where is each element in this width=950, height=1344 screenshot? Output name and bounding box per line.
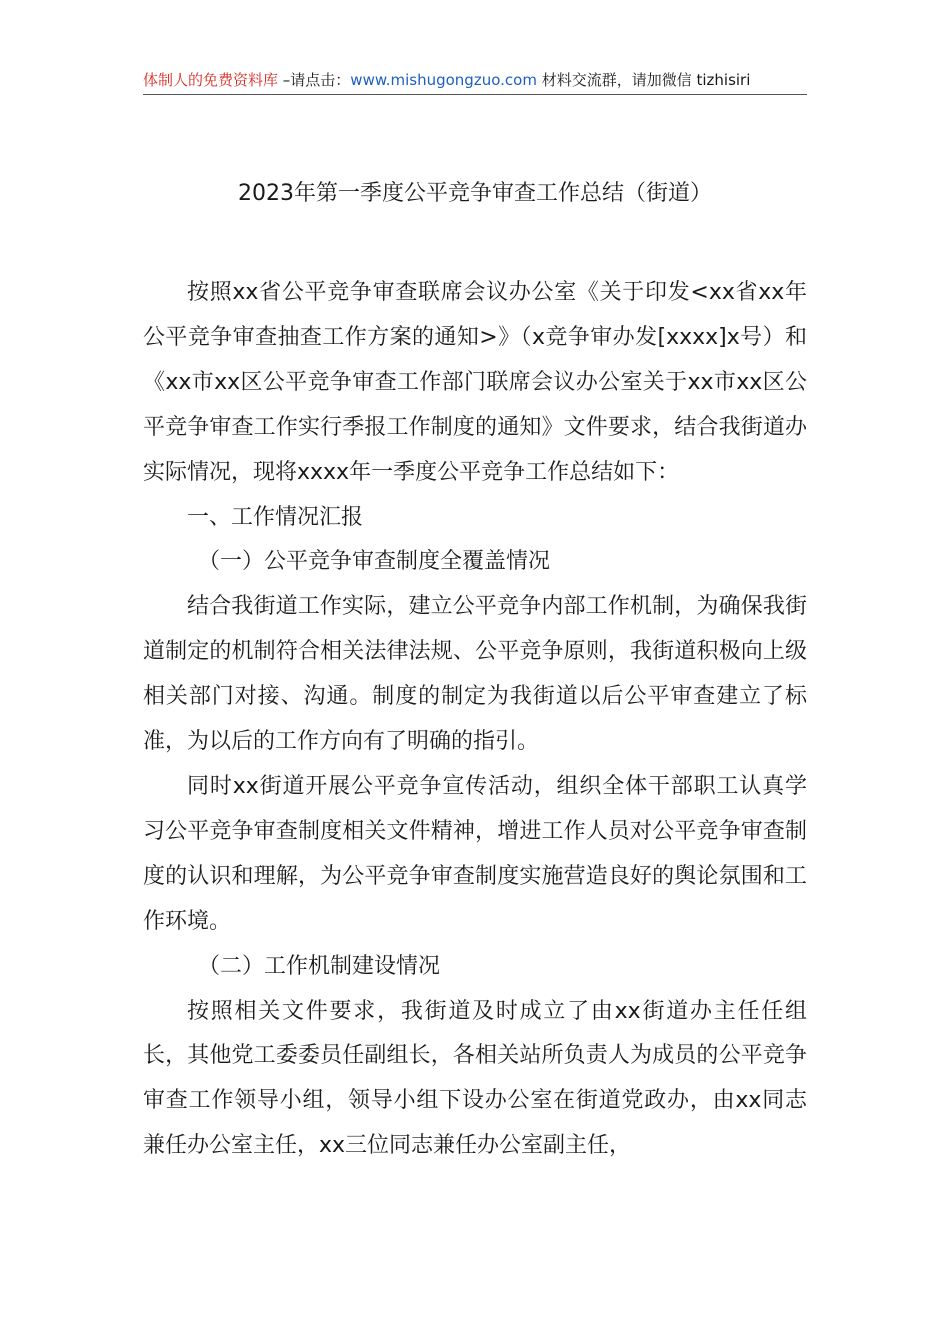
document-title: 2023年第一季度公平竞争审查工作总结（街道） — [238, 181, 712, 206]
document-body — [143, 271, 807, 1169]
header-link[interactable]: www.mishugongzuo.com — [350, 71, 537, 89]
paragraph: 结合我街道工作实际，建立公平竞争内部工作机制，为确保我街道制定的机制符合相关法律法规、公平竞争原则，我街道积极向上级相关部门对接、沟通。制度的制定为我街道以后公平审查建立了标准，为以后的工作方向有了明确的指引。 — [143, 594, 807, 755]
page-header — [143, 68, 807, 92]
section-heading-1: 一、工作情况汇报 — [187, 504, 364, 530]
header-suffix: 材料交流群，请加微信 tizhisiri — [536, 71, 751, 89]
subsection-heading-2: （二）工作机制建设情况 — [198, 953, 441, 979]
header-prompt: –请点击： — [278, 71, 351, 89]
header-brand: 体制人的免费资料库 — [143, 71, 279, 89]
paragraph: 按照相关文件要求，我街道及时成立了由xx街道办主任任组长，其他党工委委员任副组长，各相关站所负责人为成员的公平竞争审查工作领导小组，领导小组下设办公室在街道党政办，由xx同志兼任办公室主任，xx三位同志兼任办公室副主任， — [143, 998, 807, 1159]
paragraph-intro: 按照xx省公平竞争审查联席会议办公室《关于印发<xx省xx年公平竞争审查抽查工作方案的通知>》（x竞争审办发[xxxx]x号）和《xx市xx区公平竞争审查工作部门联席会议办公室关于xx市xx区公平竞争审查工作实行季报工作制度的通知》文件要求，结合我街道办实际情况，现将xxxx年一季度公平竞争工作总结如下： — [143, 280, 807, 485]
paragraph: 同时xx街道开展公平竞争宣传活动，组织全体干部职工认真学习公平竞争审查制度相关文件精神，增进工作人员对公平竞争审查制度的认识和理解，为公平竞争审查制度实施营造良好的舆论氛围和工作环境。 — [143, 773, 807, 934]
subsection-heading-1: （一）公平竞争审查制度全覆盖情况 — [198, 549, 551, 575]
header-divider — [143, 94, 807, 95]
